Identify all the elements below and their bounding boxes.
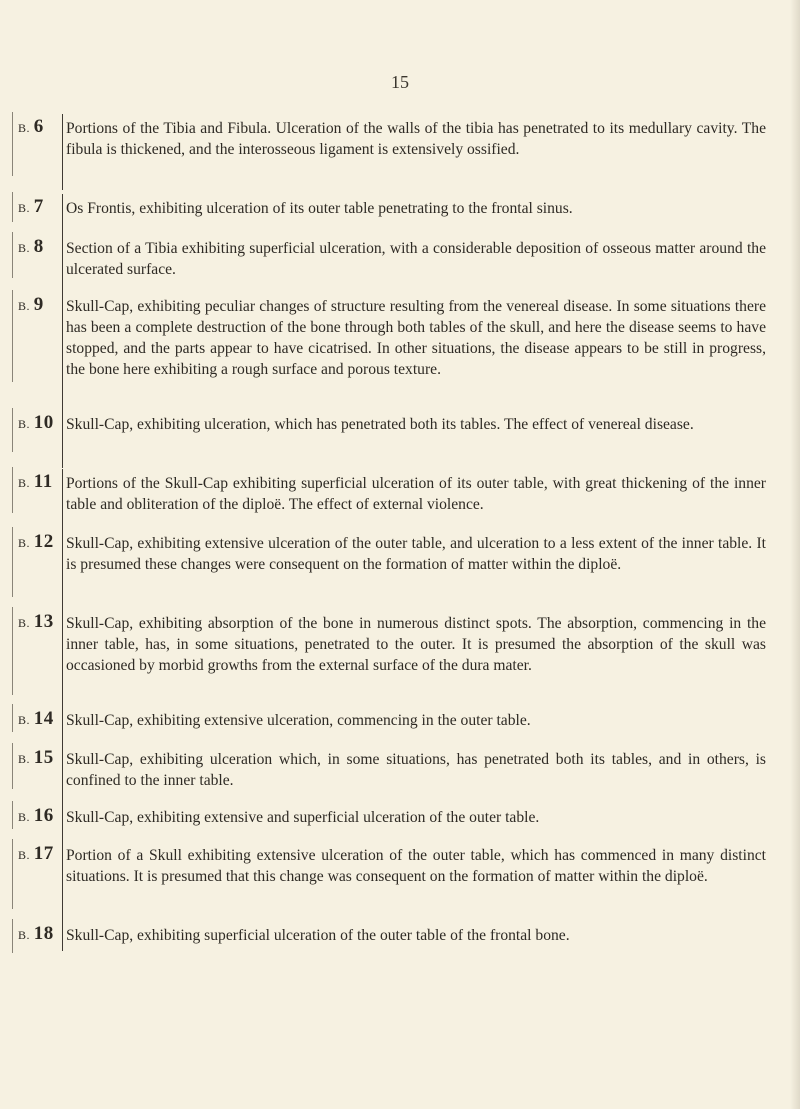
entry-number: 11 bbox=[33, 471, 53, 492]
entry-rule bbox=[62, 529, 63, 609]
entry-text: Skull-Cap, exhibiting superficial ulceration of the outer table of the frontal bone. bbox=[66, 927, 570, 944]
entry-rule bbox=[62, 745, 63, 803]
entry-rule bbox=[62, 841, 63, 921]
entry-prefix: B. bbox=[18, 810, 31, 824]
page-edge-shadow bbox=[790, 0, 800, 1109]
entry-text: Portion of a Skull exhibiting extensive ulceration of the outer table, which has commenced in many distinct situations. It is presumed that this change was consequent on the formation of matter within the diploë. bbox=[66, 847, 766, 885]
entry-number: 15 bbox=[33, 747, 54, 768]
entry-text: Skull-Cap, exhibiting extensive ulceration of the outer table, and ulceration to a less extent of the inner table. It is presumed these changes were consequent on the formation of matter within the diploë. bbox=[66, 535, 766, 573]
entry-text: Skull-Cap, exhibiting extensive ulceration, commencing in the outer table. bbox=[66, 712, 531, 729]
entry-number: 18 bbox=[33, 923, 54, 944]
entry-number: 17 bbox=[33, 843, 54, 864]
entry-number: 12 bbox=[33, 531, 54, 552]
entry-rule bbox=[62, 234, 63, 292]
entry-rule bbox=[62, 609, 63, 706]
entry-prefix: B. bbox=[18, 536, 31, 550]
entry-rule bbox=[62, 194, 63, 234]
entry-rule bbox=[62, 292, 63, 410]
entry-text: Os Frontis, exhibiting ulceration of its outer table penetrating to the frontal sinus. bbox=[66, 200, 573, 217]
entry-number: 7 bbox=[33, 196, 44, 217]
entry-rule bbox=[62, 921, 63, 951]
entry-prefix: B. bbox=[18, 476, 31, 490]
entry-prefix: B. bbox=[18, 928, 31, 942]
entry-text: Portions of the Skull-Cap exhibiting superficial ulceration of its outer table, with great thickening of the inner table and obliteration of the diploë. The effect of external violence. bbox=[66, 475, 766, 513]
entry-text: Portions of the Tibia and Fibula. Ulceration of the walls of the tibia has penetrated to its medullary cavity. The fibula is thickened, and the interosseous ligament is extensively ossified. bbox=[66, 120, 766, 158]
entry-rule bbox=[62, 706, 63, 745]
entry-rule bbox=[62, 410, 63, 468]
entry-text: Skull-Cap, exhibiting peculiar changes of structure resulting from the venereal disease. In some situations there has been a complete destruction of the bone through both tables of the skull, and here the disease seems to have stopped, and the parts appear to have cicatrised. In other situations, the disease appears to be still in progress, the bone here exhibiting a rough surface and porous texture. bbox=[66, 298, 766, 378]
entry-text: Skull-Cap, exhibiting absorption of the bone in numerous distinct spots. The absorption, commencing in the inner table, has, in some situations, penetrated to the outer. It is presumed the absorption of the skull was occasioned by morbid growths from the external surface of the dura mater. bbox=[66, 615, 766, 674]
entry-text: Skull-Cap, exhibiting extensive and superficial ulceration of the outer table. bbox=[66, 809, 540, 826]
entry-number: 14 bbox=[33, 708, 54, 729]
entry-prefix: B. bbox=[18, 616, 31, 630]
entry-text: Section of a Tibia exhibiting superficial ulceration, with a considerable deposition of osseous matter around the ulcerated surface. bbox=[66, 240, 766, 278]
entry-text: Skull-Cap, exhibiting ulceration which, in some situations, has penetrated both its tables, and in others, is confined to the inner table. bbox=[66, 751, 766, 789]
entry-prefix: B. bbox=[18, 241, 31, 255]
entry-prefix: B. bbox=[18, 417, 31, 431]
entry-prefix: B. bbox=[18, 201, 31, 215]
entry-prefix: B. bbox=[18, 848, 31, 862]
entry-number: 16 bbox=[33, 805, 54, 826]
entry-prefix: B. bbox=[18, 713, 31, 727]
entry-prefix: B. bbox=[18, 121, 31, 135]
entry-number: 6 bbox=[33, 116, 44, 137]
entry-rule bbox=[62, 469, 63, 529]
entry-number: 9 bbox=[33, 294, 44, 315]
page-number: 15 bbox=[391, 72, 409, 92]
entry-number: 13 bbox=[33, 611, 54, 632]
entry-number: 8 bbox=[33, 236, 44, 257]
entry-number: 10 bbox=[33, 412, 54, 433]
entry-prefix: B. bbox=[18, 752, 31, 766]
entry-rule bbox=[62, 114, 63, 190]
entry-rule bbox=[62, 803, 63, 841]
entry-prefix: B. bbox=[18, 299, 31, 313]
entry-text: Skull-Cap, exhibiting ulceration, which has penetrated both its tables. The effect of venereal disease. bbox=[66, 416, 694, 433]
